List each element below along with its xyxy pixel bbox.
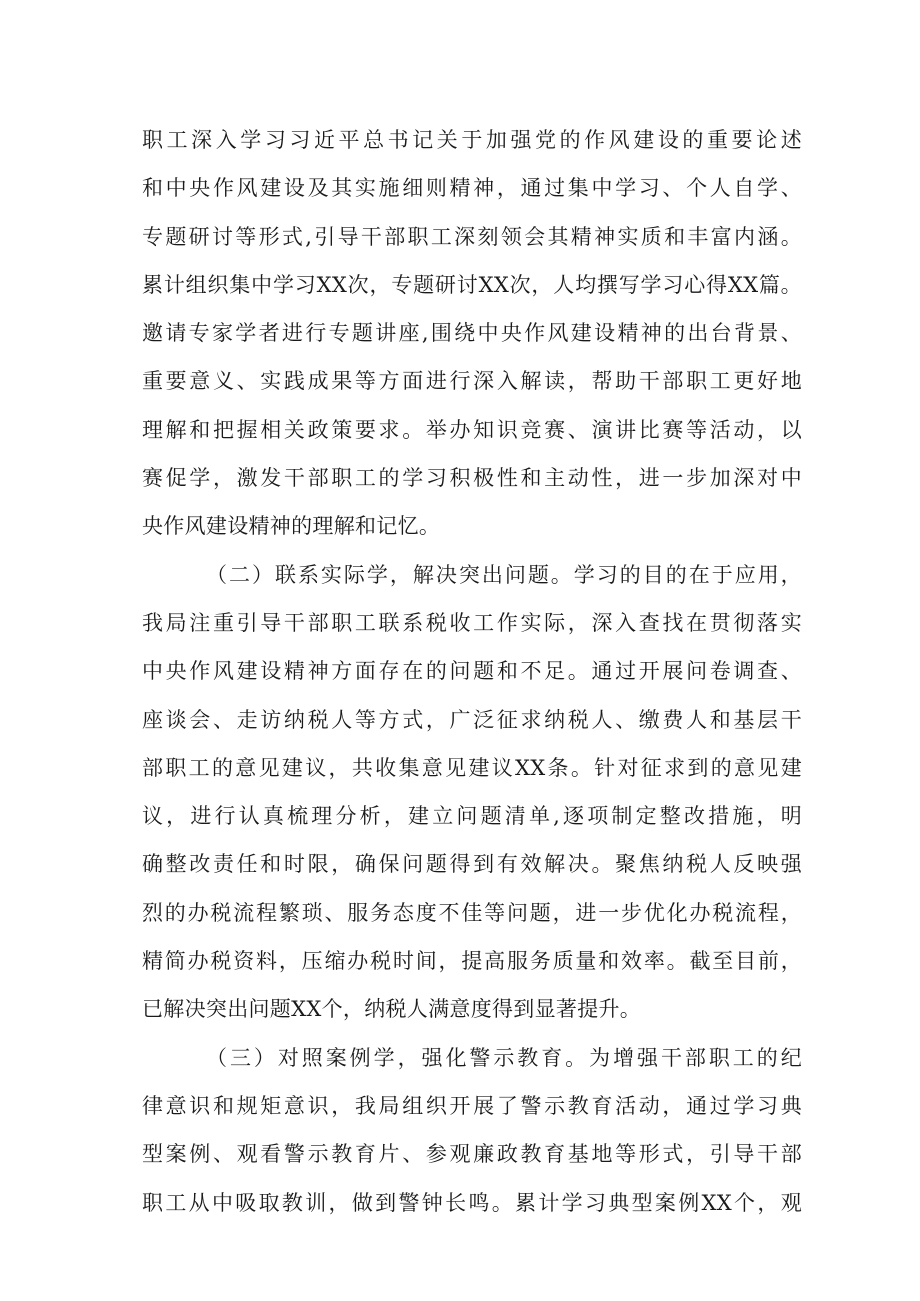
text-line: 职工深入学习习近平总书记关于加强党的作风建设的重要论述 [142,128,802,152]
text-line: 重要意义、实践成果等方面进行深入解读，帮助干部职工更好地 [142,369,802,394]
text-line: 和中央作风建设及其实施细则精神，通过集中学习、个人自学、 [142,176,802,201]
text-line: 确整改责任和时限，确保问题得到有效解决。聚焦纳税人反映强 [142,852,802,877]
text-line: 理解和把握相关政策要求。举办知识竞赛、演讲比赛等活动，以 [142,417,802,442]
text-line: 央作风建设精神的理解和记忆。 [142,514,441,539]
section-heading-line: （三）对照案例学，强化警示教育。为增强干部职工的纪 [206,1045,802,1070]
text-line: 精简办税资料，压缩办税时间，提高服务质量和效率。截至目前， [142,949,802,974]
text-line: 赛促学，激发干部职工的学习积极性和主动性，进一步加深对中 [142,466,802,491]
text-line: 议，进行认真梳理分析，建立问题清单,逐项制定整改措施，明 [142,804,802,829]
text-line: 邀请专家学者进行专题讲座,围绕中央作风建设精神的出台背景、 [142,321,802,346]
text-line: 我局注重引导干部职工联系税收工作实际，深入查找在贯彻落实 [142,610,802,635]
text-line: 职工从中吸取教训，做到警钟长鸣。累计学习典型案例XX个，观 [142,1190,802,1215]
body-text [142,116,802,1227]
text-line: 部职工的意见建议，共收集意见建议XX条。针对征求到的意见建 [142,755,802,780]
text-line: 座谈会、走访纳税人等方式，广泛征求纳税人、缴费人和基层干 [142,707,802,732]
text-line: 已解决突出问题XX个，纳税人满意度得到显著提升。 [142,997,642,1022]
text-line: 专题研讨等形式,引导干部职工深刻领会其精神实质和丰富内涵。 [142,224,802,249]
text-line: 中央作风建设精神方面存在的问题和不足。通过开展问卷调查、 [142,659,802,684]
text-line: 累计组织集中学习XX次，专题研讨XX次，人均撰写学习心得XX篇。 [142,272,802,297]
text-line: 型案例、观看警示教育片、参观廉政教育基地等形式，引导干部 [142,1142,802,1167]
section-heading-line: （二）联系实际学，解决突出问题。学习的目的在于应用， [206,562,802,587]
text-line: 烈的办税流程繁琐、服务态度不佳等问题，进一步优化办税流程， [142,900,802,925]
text-line: 律意识和规矩意识，我局组织开展了警示教育活动，通过学习典 [142,1093,802,1118]
